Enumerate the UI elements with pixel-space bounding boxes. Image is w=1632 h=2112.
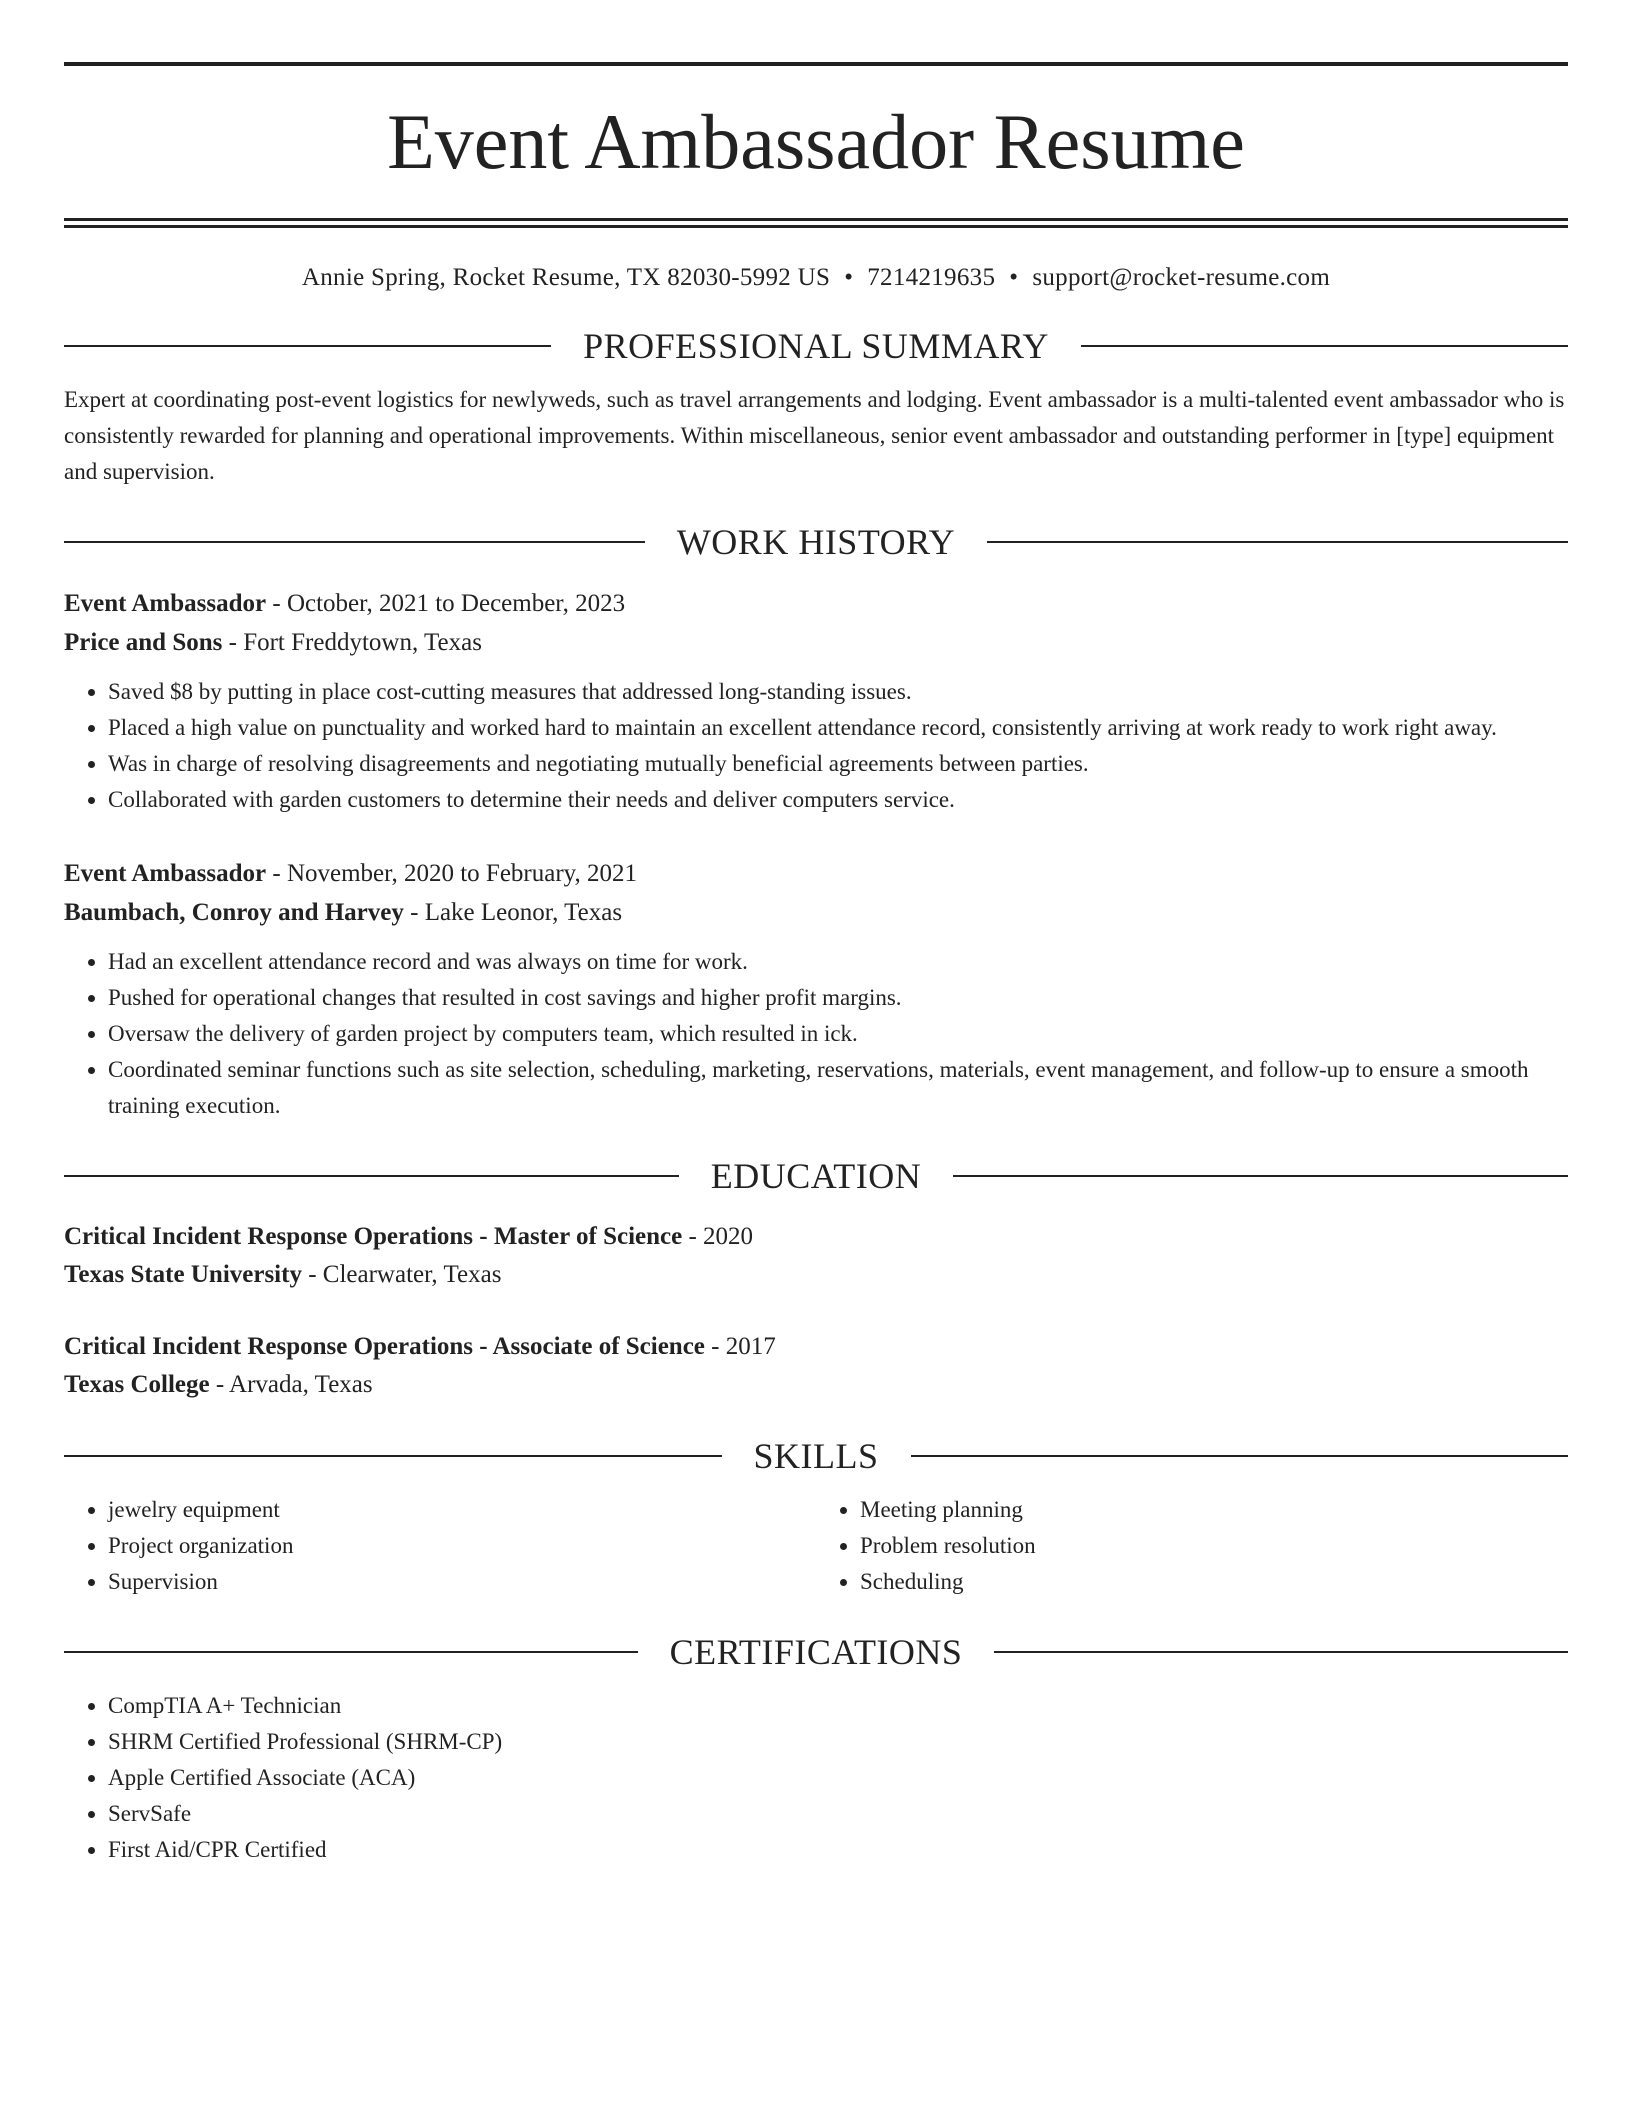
education-school-line: Texas College - Arvada, Texas xyxy=(64,1371,373,1398)
skill-item: • Scheduling xyxy=(860,1564,1568,1600)
certifications-list xyxy=(64,1688,1568,1868)
job-bullet: • Had an excellent attendance record and was always on time for work. xyxy=(108,944,1568,980)
certification-item: • SHRM Certified Professional (SHRM-CP) xyxy=(108,1724,1568,1760)
job-title-line: Event Ambassador - November, 2020 to February, 2021 xyxy=(64,860,638,887)
skill-item: • Supervision xyxy=(108,1564,816,1600)
heading-rule-left xyxy=(64,1175,679,1177)
education-school: Texas State University xyxy=(64,1261,302,1288)
certifications-block xyxy=(64,1688,1568,1868)
job-dates: November, 2020 to February, 2021 xyxy=(286,860,638,887)
skills-section-heading xyxy=(64,1434,1568,1478)
education-location: Clearwater, Texas xyxy=(322,1261,502,1288)
job-bullet: • Oversaw the delivery of garden project by computers team, which resulted in ick. xyxy=(108,1016,1568,1052)
job-company: Price and Sons xyxy=(64,629,223,656)
certifications-heading-label: CERTIFICATIONS xyxy=(669,1632,963,1672)
work-heading-label: WORK HISTORY xyxy=(676,522,956,562)
skill-item: • jewelry equipment xyxy=(108,1492,816,1528)
title-double-rule xyxy=(64,218,1568,228)
education-program: Critical Incident Response Operations - Associate of Science xyxy=(64,1333,705,1360)
job-entry xyxy=(64,854,1568,1124)
education-section-heading xyxy=(64,1154,1568,1198)
certification-item: • ServSafe xyxy=(108,1796,1568,1832)
heading-rule-left xyxy=(64,345,551,347)
resume-title: Event Ambassador Resume xyxy=(387,98,1245,185)
job-bullet: • Was in charge of resolving disagreements and negotiating mutually beneficial agreements between parties. xyxy=(108,746,1568,782)
summary-section-heading xyxy=(64,324,1568,368)
work-section-heading xyxy=(64,520,1568,564)
heading-rule-left xyxy=(64,1455,722,1457)
education-year: 2017 xyxy=(725,1333,776,1360)
skills-list-left xyxy=(64,1492,816,1600)
skill-item: • Problem resolution xyxy=(860,1528,1568,1564)
job-location: Lake Leonor, Texas xyxy=(424,899,623,926)
job-bullet: • Collaborated with garden customers to determine their needs and deliver computers service. xyxy=(108,782,1568,818)
job-company-line: Price and Sons - Fort Freddytown, Texas xyxy=(64,629,482,656)
education-heading-label: EDUCATION xyxy=(710,1156,922,1196)
job-title-line: Event Ambassador - October, 2021 to December, 2023 xyxy=(64,590,626,617)
top-rule xyxy=(64,62,1568,66)
skills-grid xyxy=(64,1492,1568,1600)
job-location: Fort Freddytown, Texas xyxy=(243,629,482,656)
education-program-line: Critical Incident Response Operations - Associate of Science - 2017 xyxy=(64,1333,776,1360)
heading-rule-right xyxy=(911,1455,1569,1457)
job-company: Baumbach, Conroy and Harvey xyxy=(64,899,404,926)
certification-item: • Apple Certified Associate (ACA) xyxy=(108,1760,1568,1796)
skills-heading-label: SKILLS xyxy=(753,1436,879,1476)
education-year: 2020 xyxy=(703,1223,754,1250)
job-bullet: • Coordinated seminar functions such as site selection, scheduling, marketing, reservations, materials, event management, and follow-up to ensure a smooth training execution. xyxy=(108,1052,1568,1124)
job-title: Event Ambassador xyxy=(64,590,267,617)
education-entry xyxy=(64,1328,1568,1404)
job-company-line: Baumbach, Conroy and Harvey - Lake Leonor, Texas xyxy=(64,899,623,926)
job-bullet: • Pushed for operational changes that resulted in cost savings and higher profit margins. xyxy=(108,980,1568,1016)
heading-rule-right xyxy=(994,1651,1568,1653)
certification-item: • CompTIA A+ Technician xyxy=(108,1688,1568,1724)
education-location: Arvada, Texas xyxy=(229,1371,373,1398)
skill-item: • Project organization xyxy=(108,1528,816,1564)
heading-rule-right xyxy=(1081,345,1568,347)
heading-rule-right xyxy=(987,541,1568,543)
summary-text: Expert at coordinating post-event logistics for newlyweds, such as travel arrangements and lodging. Event ambassador is a multi-talented event ambassador who is consistently rewarded for planning and operational improvements. Within miscellaneous, senior event ambassador and outstanding performer in [type] equipment and supervision. xyxy=(64,387,1565,484)
education-program-line: Critical Incident Response Operations - Master of Science - 2020 xyxy=(64,1223,754,1250)
heading-rule-left xyxy=(64,541,645,543)
contact-email: support@rocket-resume.com xyxy=(1032,264,1331,291)
job-bullets xyxy=(64,944,1568,1124)
education-entry xyxy=(64,1218,1568,1294)
education-school-line: Texas State University - Clearwater, Texas xyxy=(64,1261,502,1288)
skills-list-right xyxy=(816,1492,1568,1600)
education-program: Critical Incident Response Operations - Master of Science xyxy=(64,1223,683,1250)
job-bullet: • Placed a high value on punctuality and worked hard to maintain an excellent attendance record, consistently arriving at work ready to work right away. xyxy=(108,710,1568,746)
contact-phone: 7214219635 xyxy=(867,264,996,291)
contact-separator: • xyxy=(1009,264,1019,291)
job-dates: October, 2021 to December, 2023 xyxy=(286,590,626,617)
education-school: Texas College xyxy=(64,1371,210,1398)
job-bullet: • Saved $8 by putting in place cost-cutting measures that addressed long-standing issues. xyxy=(108,674,1568,710)
heading-rule-right xyxy=(953,1175,1568,1177)
job-bullets xyxy=(64,674,1568,818)
job-entry xyxy=(64,584,1568,818)
certifications-section-heading xyxy=(64,1630,1568,1674)
heading-rule-left xyxy=(64,1651,638,1653)
skill-item: • Meeting planning xyxy=(860,1492,1568,1528)
summary-heading-label: PROFESSIONAL SUMMARY xyxy=(583,326,1049,366)
contact-line xyxy=(64,262,1568,294)
contact-address: Annie Spring, Rocket Resume, TX 82030-5992 US xyxy=(301,264,831,291)
job-title: Event Ambassador xyxy=(64,860,267,887)
contact-separator: • xyxy=(844,264,854,291)
certification-item: • First Aid/CPR Certified xyxy=(108,1832,1568,1868)
